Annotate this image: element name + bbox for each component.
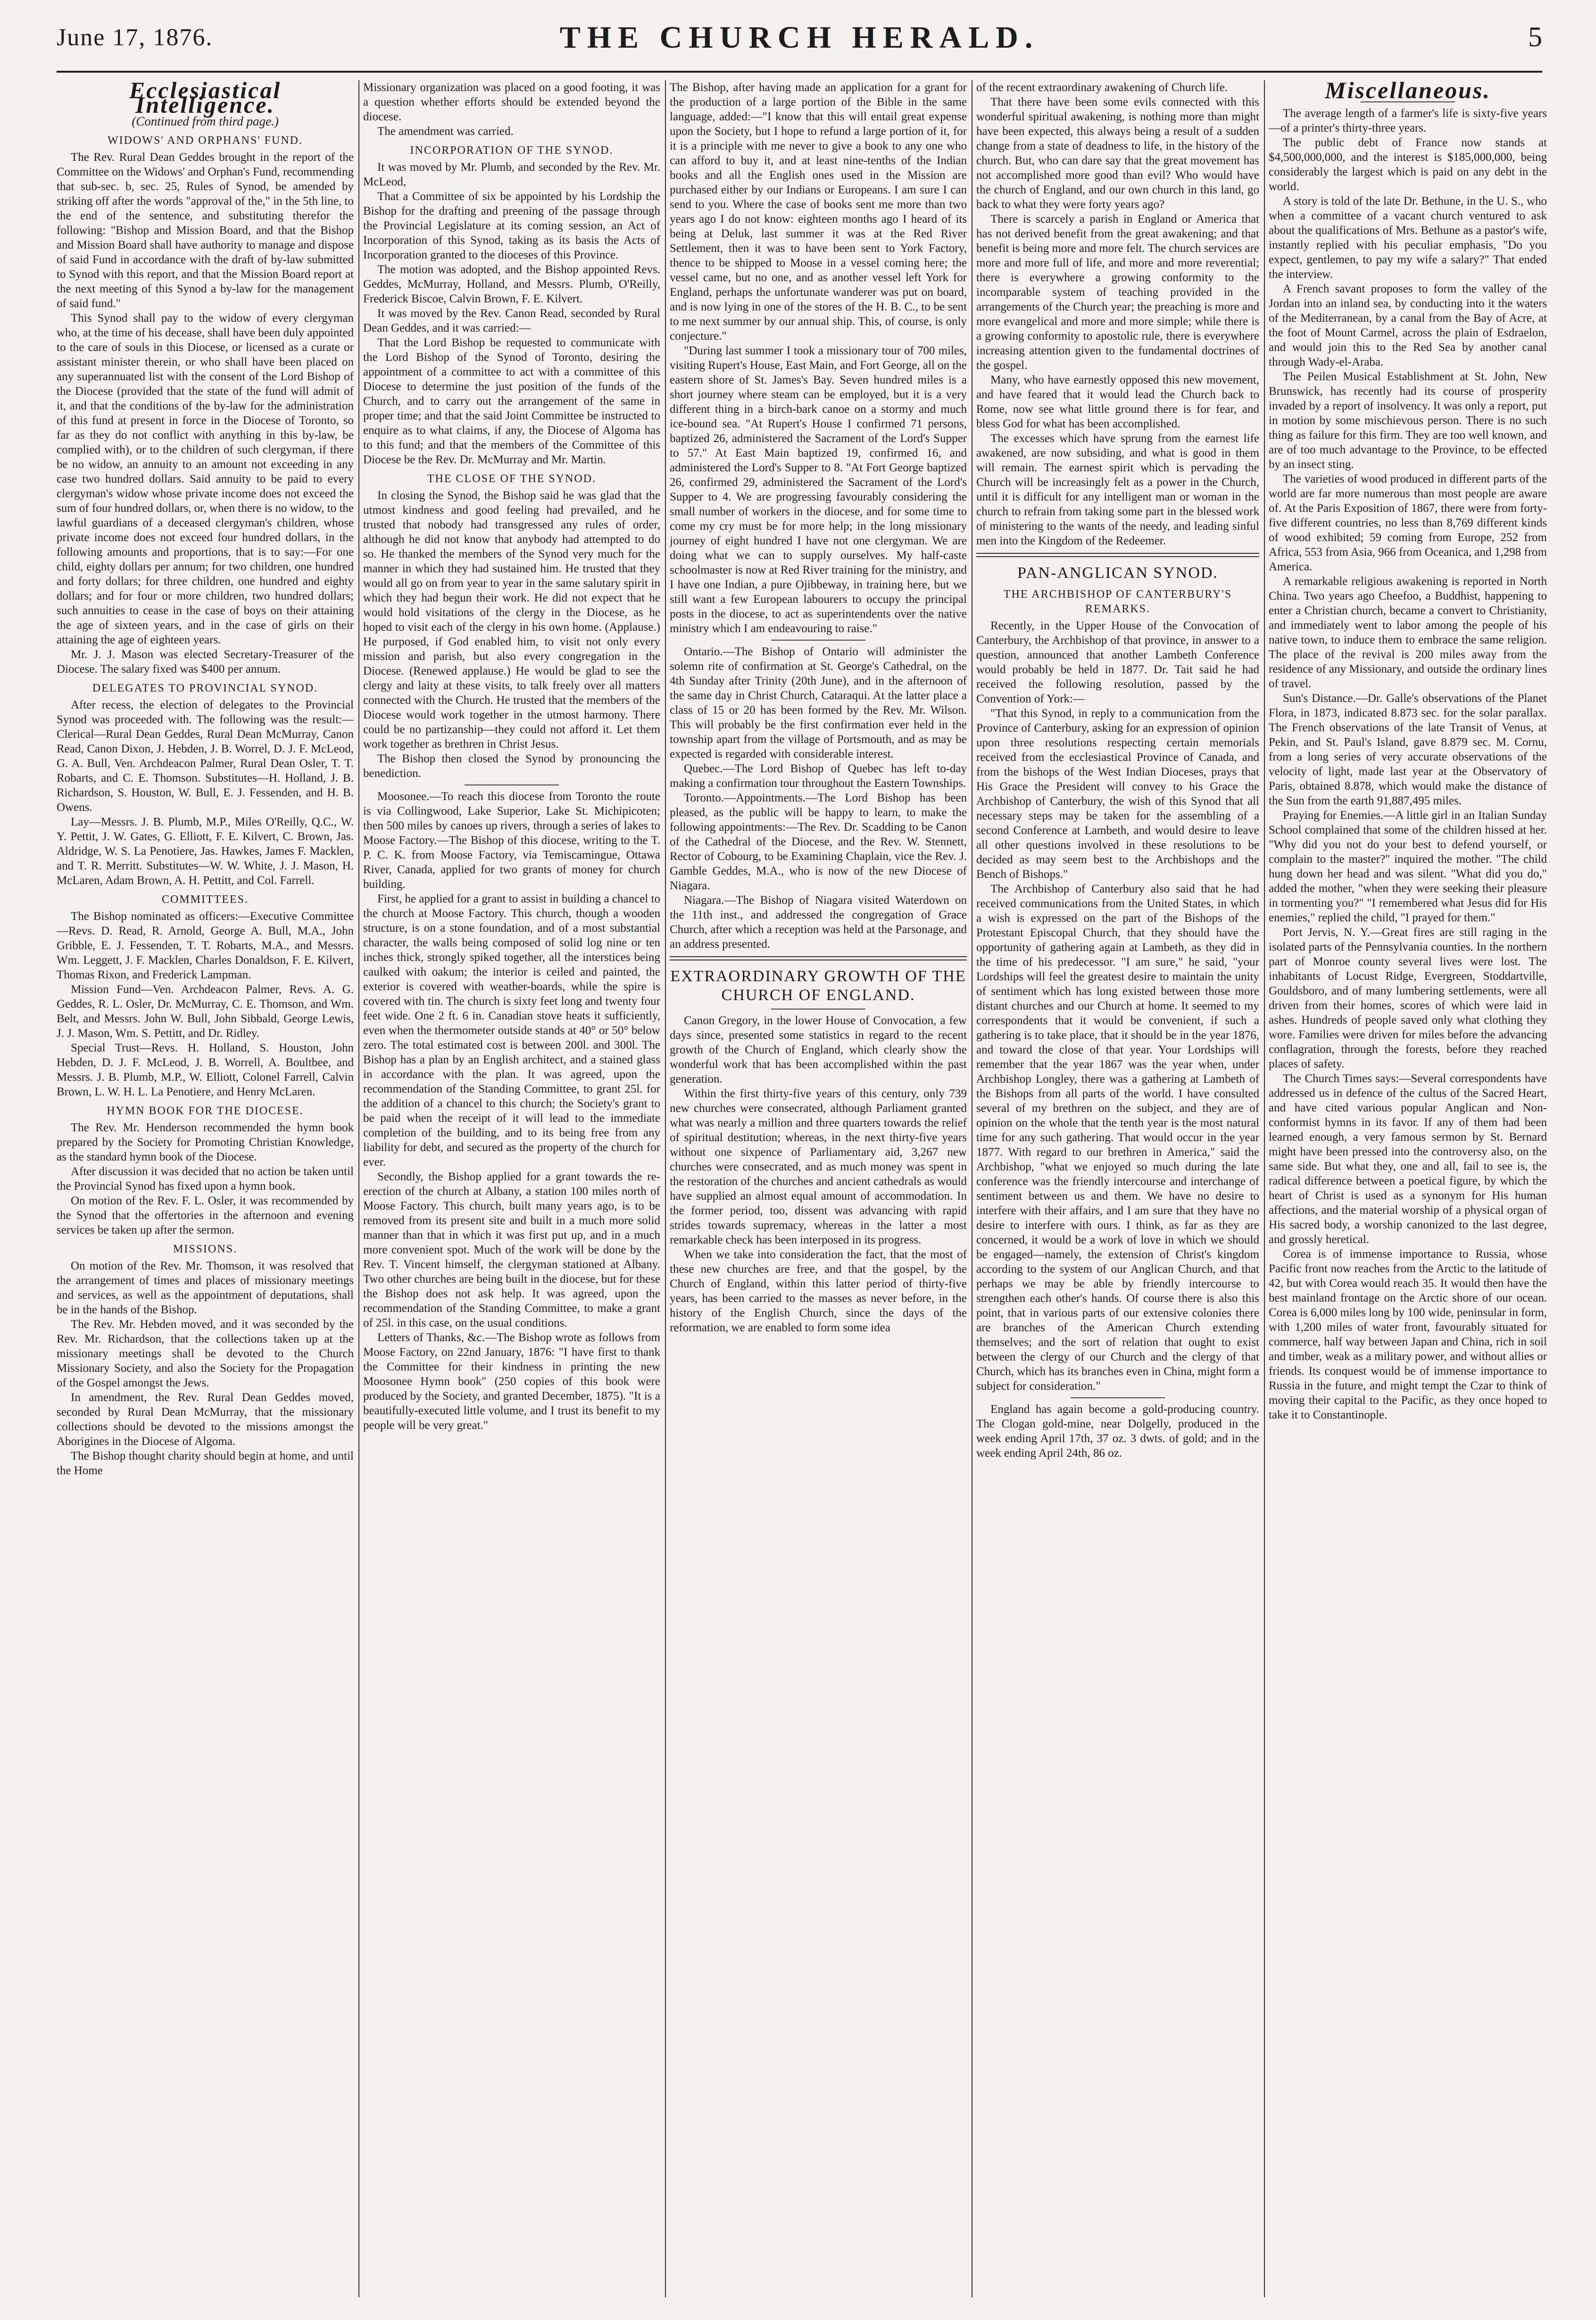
paragraph: A story is told of the late Dr. Bethune, in the U. S., who when a committee of a vacant church ventured to ask about the qualifications of Mrs. Bethune as a pastor's wife, instantly replied with his peculiar emphasis, "Do you expect, gentlemen, to pay my wife a salary?" That ended the interview.: [1269, 195, 1547, 281]
paragraph: "During last summer I took a missionary tour of 700 miles, visiting Rupert's House, East Main, and Fort George, all on the eastern shore of St. James's Bay. Seven hundred miles is a short journey where steam can be employed, but it is a very different thing in a birch-bark canoe on a stormy and much ice-bound sea. "At Rupert's House I confirmed 71 persons, baptized 26, administered the Sacrament of the Lord's Supper to 57." At East Main baptized 19, confirmed 16, and administered the Lord's Supper to 8. "At Fort George baptized 26, confirmed 29, administered the Sacrament of the Lord's Supper to 4. We are progressing favourably considering the small number of workers in the diocese, and for some time to come my cry must be for more help; in the long missionary journey of eight hundred I have not one clergyman. We are doing what we can to supply ourselves. My half-caste schoolmaster is now at Red River training for the ministry, and I have one Indian, a pure Ojibbeway, in training here, but we still want a few European labourers to occupy the principal posts in the diocese, to act as superintendents over the native ministry which I am endeavouring to raise.": [670, 344, 967, 635]
headline-extraordinary-growth: EXTRAORDINARY GROWTH OF THE CHURCH OF ENGLAND.: [670, 968, 966, 1004]
paragraph: The Archbishop of Canterbury also said that he had received communications from the United States, in which a wish is expressed on the part of the Bishops of the Protestant Episcopal Church, that they should have the opportunity of gathering again at Lambeth, as they did in the time of his predecessor. "I am sure," he said, "your Lordships will feel the greatest desire to maintain the unity of sentiment which has long existed between those more distant churches and our Church at home. It seemed to my correspondents that it would be convenient, if such a gathering is to take place, that it should be in the year 1876, and toward the close of that year. Your Lordships will remember that the year 1867 was the year when, under Archbishop Longley, there was a gathering at Lambeth of the Bishops from all parts of the world. I have consulted several of my brethren on the subject, and they are of opinion on the whole that the tenth year is the most natural time for any such gathering. That would occur in the year 1877. With regard to our brethren in America," said the Archbishop, "what we enjoyed so much during the late conference was the friendly intercourse and interchange of sentiment between us and them. We have no desire to interfere with their affairs, and I am sure that they have no desire to interfere with ours. I think, as far as they are concerned, it would be a work of love in which we should be engaged—namely, the extension of Christ's kingdom according to the system of our Anglican Church, and that perhaps we may be able by friendly intercourse to strengthen each other's hands. Of course there is also this point, that in various parts of our extensive colonies there are branches of the American Church extending themselves; and the sort of relation that ought to exist between the clergy of our Church and the clergy of that Church, which has its branches even in China, might form a subject for consideration.": [976, 883, 1259, 1393]
paragraph: The Bishop nominated as officers:—Executive Committee—Revs. D. Read, R. Arnold, George A. Bull, M.A., John Gribble, E. J. Fessenden, T. T. Robarts, M.A., and Messrs. Wm. Leggett, J. F. Macklen, Charles Donaldson, F. E. Kilvert, Thomas Rixon, and Frederick Lampman.: [57, 910, 354, 981]
paragraph: In amendment, the Rev. Rural Dean Geddes moved, seconded by Rural Dean McMurray, that the missionary collections should be devoted to the missions amongst the Aborigines in the Diocese of Algoma.: [57, 1391, 354, 1448]
paragraph: The Peilen Musical Establishment at St. John, New Brunswick, has recently had its course of prosperity invaded by a report of insolvency. It was only a report, put in motion by some mischievous person. There is no such thing as failure for this firm. They are too well known, and are of too much advantage to the Province, to be effected by an insect sting.: [1269, 370, 1547, 471]
masthead-rule: [57, 71, 1542, 73]
paragraph: The motion was adopted, and the Bishop appointed Revs. Geddes, McMurray, Holland, and Messrs. Plumb, O'Reilly, Frederick Biscoe, Calvin Brown, F. E. Kilvert.: [363, 263, 660, 305]
paragraph: Within the first thirty-five years of this century, only 739 new churches were consecrated, although Parliament granted what was nearly a million and three quarters towards the relief of spiritual destitution; whereas, in the next thirty-five years without one sixpence of Parliamentary aid, 3,267 new churches were consecrated, and as much money was spent in the restoration of the churches and ancient cathedrals as would have supplied an almost equal amount of accommodation. In the former period, too, dissent was advancing with rapid strides towards supremacy, whereas in the latter a most remarkable check has been interposed in its progress.: [670, 1087, 967, 1246]
masthead: [57, 14, 1542, 66]
subhead-hymn-book: HYMN BOOK FOR THE DIOCESE.: [107, 1105, 304, 1117]
paragraph: Lay—Messrs. J. B. Plumb, M.P., Miles O'Reilly, Q.C., W. Y. Pettit, J. W. Gates, G. Elliott, F. E. Kilvert, C. Brown, Jas. Aldridge, W. S. La Penotiere, Jas. Hawkes, James F. Macklen, and T. R. Merritt. Substitutes—W. W. White, J. J. Mason, H. McLaren, Adam Brown, A. H. Pettitt, and Col. Farrell.: [57, 816, 354, 887]
paragraph: The Bishop, after having made an application for a grant for the production of a large portion of the Bible in the same language, added:—"I know that this will entail great expense upon the Society, but I hope to refund a large portion of it, for it is a principle with me never to give a book to any one who can afford to buy it, and at least nine-tenths of the Indian books and all the English ones used in the Mission are purchased either by our Indians or Europeans. I am sure I can send to you. Where the case of books sent me more than two years ago I do not know: eighteen months ago I heard of its being at Deluk, last summer it was at the Red River Settlement, then it was to have been sent to York Factory, thence to be shipped to Moose in a vessel coming here; the vessel came, but no one, and as another vessel left York for England, perhaps the unfortunate wanderer was put on board, and is now lying in one of the stores of the H. B. C., to be sent to me next summer by our annual ship. This, of course, is only conjecture.": [670, 81, 967, 342]
paragraph: Mr. J. J. Mason was elected Secretary-Treasurer of the Diocese. The salary fixed was $400 per annum.: [57, 648, 354, 676]
divider: [976, 553, 1259, 557]
paragraph: Sun's Distance.—Dr. Galle's observations of the Planet Flora, in 1873, indicated 8.873 sec. for the solar parallax. The French observations of the late Transit of Venus, at Pekin, and St. Paul's Island, gave 8.879 sec. M. Cornu, from a long series of very accurate observations of the velocity of light, made last year at the Observatory of Paris, obtained 8.878, which would make the distance of the Sun from the earth 91,887,495 miles.: [1269, 692, 1547, 807]
continued-note: (Continued from third page.): [132, 114, 279, 128]
subhead-delegates: DELEGATES TO PROVINCIAL SYNOD.: [92, 682, 318, 694]
paragraph: The Rev. Mr. Hebden moved, and it was seconded by the Rev. Mr. Richardson, that the collections taken up at the missionary meetings shall be devoted to the Church Missionary Society, and also the Society for the Propagation of the Gospel amongst the Jews.: [57, 1318, 354, 1389]
divider: [771, 1009, 865, 1010]
divider: [670, 956, 967, 960]
paragraph: Mission Fund—Ven. Archdeacon Palmer, Revs. A. G. Geddes, R. L. Osler, Dr. McMurray, C. E. Thomson, and Wm. Belt, and Messrs. John W. Bull, John Sibbald, George Lewis, J. J. Mason, Wm. S. Pettitt, and Dr. Ridley.: [57, 983, 354, 1040]
paragraph: It was moved by Mr. Plumb, and seconded by the Rev. Mr. McLeod,: [363, 161, 660, 188]
column-2: [363, 80, 660, 2288]
section-title-miscellaneous: Miscellaneous.: [1325, 80, 1491, 103]
paragraph: Missionary organization was placed on a good footing, it was a question whether efforts should be extended beyond the diocese.: [363, 81, 660, 123]
column-1: [57, 80, 354, 2288]
paragraph: This Synod shall pay to the widow of every clergyman who, at the time of his decease, shall have been duly appointed to the care of souls in this Diocese, or licensed as a curate or assistant minister therein, or who shall have been placed on any superannuated list with the consent of the Lord Bishop of the Diocese (provided that the state of the fund will admit of it, and that the conditions of the by-law for the administration of this fund at present in force in the Diocese of Toronto, so far as they do not conflict with anything in this by-law, be complied with), or to the children of such clergyman, if there be no widow, an annuity to an amount not exceeding in any case two hundred dollars. Said annuity to be paid to every clergyman's widow whose private income does not exceed the sum of four hundred dollars, or, when there is no widow, to the lawful guardians of a deceased clergyman's children, whose private income does not exceed four hundred dollars, in the following amounts and proportions, that is to say:—For one child, eighty dollars per annum; for two children, one hundred and forty dollars; for three children, one hundred and eighty dollars; and for four or more children, two hundred dollars; such annuities to cease in the case of boys on their attaining the age of sixteen years, and in the case of girls on their attaining the age of eighteen years.: [57, 312, 354, 646]
subhead-widows-fund: WIDOWS' AND ORPHANS' FUND.: [107, 134, 303, 147]
paragraph: Toronto.—Appointments.—The Lord Bishop has been pleased, as the public will be happy to learn, to make the following appointments:—The Rev. Dr. Scadding to be Canon of the Cathedral of the Diocese, and the Rev. W. Stennett, Rector of Cobourg, to be Examining Chaplain, vice the Rev. J. Gamble Geddes, M.A., who is now of the new Diocese of Niagara.: [670, 792, 967, 892]
divider: [1071, 1397, 1165, 1398]
issue-date: June 17, 1876.: [57, 24, 213, 51]
paragraph: On motion of the Rev. Mr. Thomson, it was resolved that the arrangement of times and places of missionary meetings and services, as well as the appointment of deputations, shall be in the hands of the Bishop.: [57, 1260, 354, 1316]
paragraph: Special Trust—Revs. H. Holland, S. Houston, John Hebden, D. J. F. McLeod, J. B. Worrell, A. Boultbee, and Messrs. J. B. Plumb, M.P., W. Elliott, Colonel Farrell, Calvin Brown, L. W. H. L. La Penotiere, and Henry McLaren.: [57, 1042, 354, 1098]
paragraph: England has again become a gold-producing country. The Clogan gold-mine, near Dolgelly, produced in the week ending April 17th, 37 oz. 3 dwts. of gold; and in the week ending April 24th, 86 oz.: [976, 1403, 1259, 1460]
paragraph: After discussion it was decided that no action be taken until the Provincial Synod has fixed upon a hymn book.: [57, 1165, 354, 1193]
paragraph: That the Lord Bishop be requested to communicate with the Lord Bishop of the Synod of Toronto, desiring the appointment of a committee to act with a committee of this Diocese to determine the just position of the funds of the Church, and to carry out the arrangement of the same in proper time; and that the said Joint Committee be instructed to enquire as to what claims, if any, the Diocese of Algoma has to this fund; and that the members of the Committee of this Diocese be the Rev. Dr. McMurray and Mr. Martin.: [363, 336, 660, 466]
paragraph: The amendment was carried.: [377, 125, 514, 138]
paragraph: After recess, the election of delegates to the Provincial Synod was proceeded with. The following was the result:—Clerical—Rural Dean Geddes, Rural Dean McMurray, Canon Read, Canon Dixon, J. Hebden, J. B. Worrel, D. J. F. McLeod, G. A. Bull, Ven. Archdeacon Palmer, Rural Dean Osler, T. T. Robarts, and C. E. Thomson. Substitutes—H. Holland, J. B. Richardson, S. Houston, W. Bull, E. J. Fessenden, and H. B. Owens.: [57, 699, 354, 814]
paragraph: The Rev. Mr. Henderson recommended the hymn book prepared by the Society for Promoting Christian Knowledge, as the standard hymn book of the Diocese.: [57, 1121, 354, 1163]
paragraph: The public debt of France now stands at $4,500,000,000, and the interest is $185,000,000, being considerably the largest which is paid on any debt in the world.: [1269, 136, 1547, 193]
paragraph: of the recent extraordinary awakening of Church life.: [976, 81, 1228, 94]
paragraph: There is scarcely a parish in England or America that has not derived benefit from the great awakening; and that benefit is being more and more felt. The church services are more and more full of life, and more and more reverential; there is everywhere a growing conformity to the incomparable system of teaching provided in the arrangements of the Church year; the preaching is more and more evangelical and more and more simple; while there is a growing conformity to apostolic rule, there is everywhere increasing attention given to the fundamental doctrines of the gospel.: [976, 213, 1259, 372]
paragraph: Ontario.—The Bishop of Ontario will administer the solemn rite of confirmation at St. George's Cathedral, on the 4th Sunday after Trinity (20th June), and in the afternoon of the same day in Christ Church, Cataraqui. At the latter place a class of 15 or 20 has been formed by the Rev. Mr. Wilson. This will probably be the first confirmation ever held in the township apart from the village of Portsmouth, and as may be expected is regarded with considerable interest.: [670, 645, 967, 760]
paragraph: Many, who have earnestly opposed this new movement, and have feared that it would lead the Church back to Rome, now see what little ground there is for fear, and bless God for what has been accomplished.: [976, 374, 1259, 430]
paragraph: Letters of Thanks, &c.—The Bishop wrote as follows from Moose Factory, on 22nd January, 1876: "I have first to thank the Committee for their kindness in printing the new Moosonee Hymn book" (250 copies of this book were produced by the Society, and granted December, 1875). "It is a beautifully-executed little volume, and I trust its benefit to my people will be very great.": [363, 1331, 660, 1432]
paragraph: Niagara.—The Bishop of Niagara visited Waterdown on the 11th inst., and addressed the congregation of Grace Church, after which a reception was held at the Parsonage, and an address presented.: [670, 894, 967, 951]
headline-pan-anglican: PAN-ANGLICAN SYNOD.: [1017, 564, 1218, 582]
paragraph: A French savant proposes to form the valley of the Jordan into an inland sea, by conducting into it the waters of the Mediterranean, by a canal from the Bay of Acre, at the foot of Mount Carmel, across the plain of Esdraelon, and would join this to the Red Sea by another canal through Wady-el-Araba.: [1269, 283, 1547, 368]
paragraph: Recently, in the Upper House of the Convocation of Canterbury, the Archbishop of that province, in answer to a question, announced that another Lambeth Conference would probably be held in 1877. Dr. Tait said he had received the following resolution, passed by the Convention of York:—: [976, 619, 1259, 705]
paragraph: Moosonee.—To reach this diocese from Toronto the route is via Collingwood, Lake Superior, Lake St. Michipicoten; then 500 miles by canoes up rivers, through a series of lakes to Moose Factory.—The Bishop of this diocese, writing to the T. P. C. K. from Moose Factory, via Temiscamingue, Ottawa River, Canada, applied for two grants of money for church building.: [363, 790, 660, 891]
paragraph: On motion of the Rev. F. L. Osler, it was recommended by the Synod that the offertories in the afternoon and evening services be taken up after the sermon.: [57, 1194, 354, 1236]
paragraph: The varieties of wood produced in different parts of the world are far more numerous than most people are aware of. At the Paris Exposition of 1867, there were from forty-five different countries, no less than 8,769 different kinds of wood exhibited; 59 coming from Europe, 252 from Africa, 553 from Asia, 966 from Oceanica, and 1,298 from America.: [1269, 473, 1547, 573]
paragraph: "That this Synod, in reply to a communication from the Province of Canterbury, asking for an expression of opinion upon three resolutions respecting certain memorials received from the ecclesiastical Province of Canada, and from the bishops of the West Indian Dioceses, prays that His Grace the President will convey to his Grace the Archbishop of Canterbury, the wish of this Synod that all necessary steps may be taken for the assembling of a second Conference at Lambeth, and would desire to leave all other questions involved in these resolutions to be decided as may seem best to the Archbishops and the Bench of Bishops.": [976, 707, 1259, 881]
paragraph: Praying for Enemies.—A little girl in an Italian Sunday School complained that some of the children hissed at her. "Why did you not do your best to defend yourself, or complain to the master?" inquired the mother. "The child hung down her head and was silent. "What did you do," added the mother, "when they were seeking their pleasure in tormenting you?" "I remembered what Jesus did for His enemies," replied the child, "I prayed for them.": [1269, 809, 1547, 924]
subhead-incorporation: INCORPORATION OF THE SYNOD.: [410, 144, 614, 157]
column-divider: [358, 80, 359, 2297]
paragraph: A remarkable religious awakening is reported in North China. Two years ago Cheefoo, a Buddhist, happening to enter a Christian church, became a convert to Christianity, and immediately went to labor among the people of his native town, to induce them to embrace the same religion. The place of the revival is 200 miles away from the residence of any Missionary, and outside the ordinary lines of travel.: [1269, 575, 1547, 690]
paragraph: It was moved by the Rev. Canon Read, seconded by Rural Dean Geddes, and it was carried:—: [363, 307, 660, 334]
subhead-archbishop: THE ARCHBISHOP OF CANTERBURY'S REMARKS.: [1003, 588, 1232, 615]
divider: [771, 640, 865, 641]
paragraph: Port Jervis, N. Y.—Great fires are still raging in the isolated parts of the Pennsylvania counties. In the northern part of Monroe county several lives were lost. The inhabitants of Locust Ridge, Evergreen, Stoddartville, Gouldsboro, and of many lumbering settlements, were all driven from their homes, scores of which were laid in ashes. Hundreds of people saved only what clothing they wore. Families were driven for miles before the advancing conflagration, through the forests, before they reached places of safety.: [1269, 926, 1547, 1070]
paragraph: That a Committee of six be appointed by his Lordship the Bishop for the drafting and preening of the passage through the Provincial Legislature at its coming session, an Act of Incorporation of this Synod, taking as its basis the Acts of Incorporation granted to the dioceses of this Province.: [363, 190, 660, 261]
paragraph: When we take into consideration the fact, that the most of these new churches are free, and that the gospel, by the Church of England, within this latter period of thirty-five years, has been carried to the masses as never before, in the history of the English Church, since the days of the reformation, we are enabled to form some idea: [670, 1248, 967, 1334]
divider: [465, 784, 559, 785]
paragraph: The excesses which have sprung from the earnest life awakened, are now subsiding, and what is good in them will remain. The earnest spirit which is pervading the Church will be increasingly felt as a power in the Church, until it is difficult for any intelligent man or woman in the church to refrain from taking some part in the blessed work of ministering to the wants of the needy, and leading sinful men into the Kingdom of the Redeemer.: [976, 432, 1259, 547]
paragraph: The Rev. Rural Dean Geddes brought in the report of the Committee on the Widows' and Orphan's Fund, recommending that sub-sec. b, sec. 25, Rules of Synod, be amended by striking off after the words "approval of the," in the 5th line, to the end of the sentence, and substituting therefor the following: "Bishop and Mission Board, and that the Bishop and Mission Board shall have authority to manage and dispose of said Fund in accordance with the draft of by-law submitted to Synod with this report, and that the Mission Board report at the next meeting of this Synod a by-law for the management of said fund.": [57, 151, 354, 310]
paragraph: The Bishop then closed the Synod by pronouncing the benediction.: [363, 752, 660, 780]
paragraph: Corea is of immense importance to Russia, whose Pacific front now reaches from the Arctic to the latitude of 42, but with Corea would reach 35. It would then have the best mainland frontage on the Arctic shore of our ocean. Corea is 6,000 miles long by 100 wide, peninsular in form, with 1,200 miles of water front, favourably situated for commerce, half way between Japan and China, rich in soil and timber, weak as a military power, and without allies or friends. Its conquest would be of immense importance to Russia in the future, and might tempt the Czar to think of moving their capital to the Pacific, as they once hoped to take it to Constantinople.: [1269, 1248, 1547, 1421]
section-title-ecclesiastical: Ecclesiastical Intelligence.: [129, 80, 282, 118]
subhead-missions: MISSIONS.: [173, 1243, 238, 1255]
paragraph: First, he applied for a grant to assist in building a chancel to the church at Moose Factory. This church, though a wooden structure, is on a stone foundation, and of a most substantial character, the walls being composed of solid log nine or ten inches thick, strongly spiked together, all the interstices being caulked with oakum; the interior is ceiled and painted, the exterior is covered with weather-boards, while the spire is covered with tin. The church is sixty feet long and twenty four feet wide. One 2 ft. 6 in. Canadian stove heats it sufficiently, even when the thermometer outside stands at 40° or 50° below zero. The total estimated cost is between 200l. and 300l. The Bishop has a plan by an English architect, and a stained glass in accordance with the plan. It was agreed, upon the recommendation of the Standing Committee, to grant 25l. for the addition of a chancel to this church; the Society's grant to be paid when the receipt of it will lead to the immediate completion of the building, and to its being free from any liability for debt, and secured as the property of the church for ever.: [363, 893, 660, 1168]
paragraph: In closing the Synod, the Bishop said he was glad that the utmost kindness and good feeling had prevailed, and he trusted that nobody had transgressed any rules of order, although he did not know that anybody had attempted to do so. He thanked the members of the Synod very much for the manner in which they had sustained him. He trusted that they would all go on from year to year in the same salutary spirit in which they had begun their work. He did not expect that he would hold visitations of the clergy in the Diocese, as he hoped to visit each of the clergy in his own home. (Applause.) He purposed, if God enabled him, to visit not only every mission and parish, but also every congregation in the Diocese. (Renewed applause.) He would be glad to see the clergy and laity at these visits, to talk freely over all matters connected with the Church. He trusted that the members of the Diocese would work together in the utmost harmony. There could be no partizanship—they could not afford it. Let them work together as brethren in Christ Jesus.: [363, 489, 660, 751]
newspaper-title: THE CHURCH HERALD.: [559, 20, 1039, 55]
paragraph: Canon Gregory, in the lower House of Convocation, a few days since, presented some statistics in regard to the recent growth of the Church of England, which clearly show the wonderful work that has been accomplished within the past generation.: [670, 1014, 967, 1085]
paragraph: The average length of a farmer's life is sixty-five years—of a printer's thirty-three years.: [1269, 107, 1547, 134]
column-pan-anglican: [976, 80, 1259, 2288]
subhead-committees: COMMITTEES.: [162, 893, 249, 906]
column-divider: [665, 80, 666, 2297]
column-4: [1269, 80, 1547, 2288]
column-divider: [1264, 80, 1265, 2297]
subhead-close-synod: THE CLOSE OF THE SYNOD.: [427, 473, 597, 485]
column-3: [670, 80, 967, 2288]
paragraph: The Church Times says:—Several correspondents have addressed us in defence of the cultus of the Sacred Heart, and have cited various popular Anglican and Non-conformist hymns in its favor. If any of them had been learned enough, a very famous sermon by St. Bernard might have been pressed into the controversy also, on the same side. But what they, one and all, fail to see is, the radical difference between a poetical figure, by which the heart of Christ is used as a synonym for His human affections, and the material worship of a physical organ of His sacred body, a worship canonized to the last degree, and grossly heretical.: [1269, 1072, 1547, 1246]
paragraph: Secondly, the Bishop applied for a grant towards the re-erection of the church at Albany, a station 100 miles north of Moose Factory. This church, built many years ago, is to be removed from its present site and built in a much more solid manner than that in which it was first put up, and in a much more convenient spot. Much of the work will be done by the Rev. T. Vincent himself, the clergyman stationed at Albany. Two other churches are being built in the diocese, but for these the Bishop does not ask help. It was agreed, upon the recommendation of the Standing Committee, to make a grant of 25l. in this case, on the usual conditions.: [363, 1170, 660, 1329]
column-divider: [972, 80, 973, 2297]
page-number: 5: [1528, 21, 1542, 52]
paragraph: The Bishop thought charity should begin at home, and until the Home: [57, 1450, 354, 1477]
paragraph: Quebec.—The Lord Bishop of Quebec has left to-day making a confirmation tour throughout the Eastern Townships.: [670, 762, 967, 790]
paragraph: That there have been some evils connected with this wonderful spiritual awakening, is nothing more than might have been expected, this always being a result of a sudden change from a state of deadness to life, in the history of the church. But, who can dare say that the great movement has not accomplished more good than evil? Who would have the church of England, and our own church in this land, go back to what they were forty years ago?: [976, 96, 1259, 211]
